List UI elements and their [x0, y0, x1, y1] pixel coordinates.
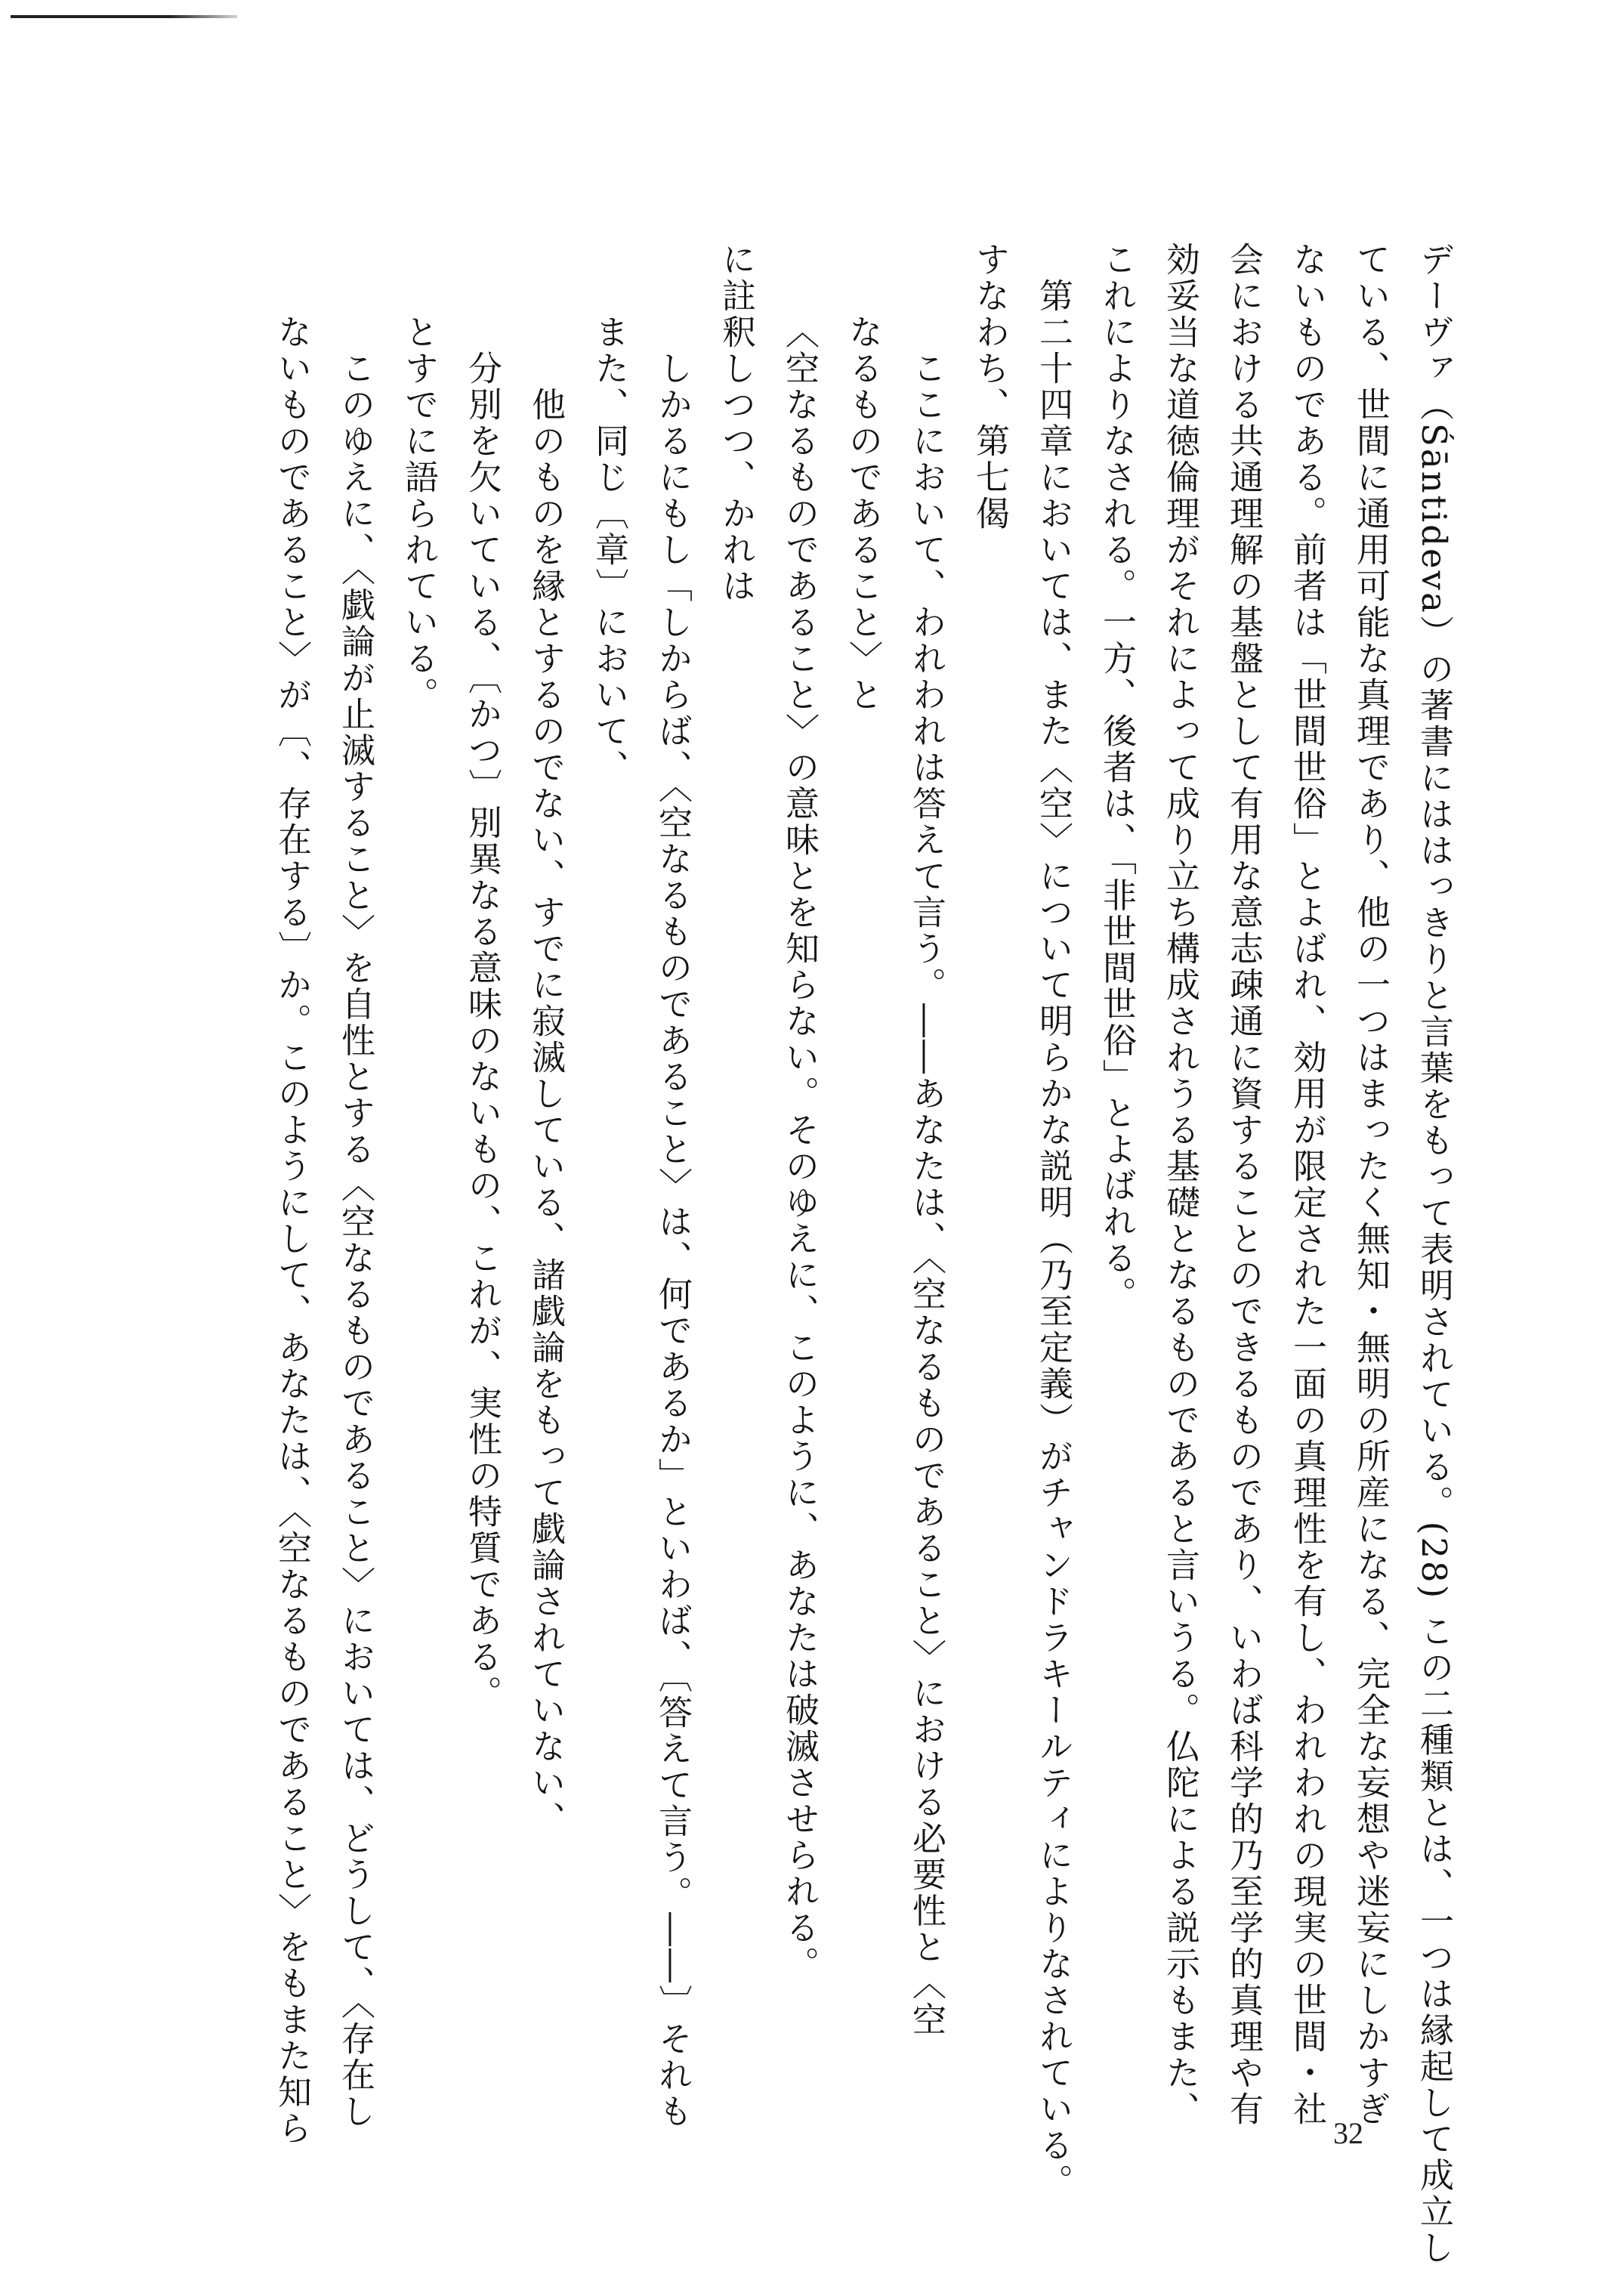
text-column-18: このゆえに、〈戯論が止滅すること〉を自性とする〈空なるものであること〉においては、どうして、〈存在し [335, 351, 375, 2130]
text-column-8: すなわち、第七偈 [970, 242, 1010, 532]
text-column-12: に註釈しつつ、かれは [716, 242, 756, 604]
text-column-3: ないものである。前者は「世間世俗」とよばれ、効用が限定された一面の真理性を有し、われわれの現実の世間・社 [1287, 242, 1327, 2128]
top-rule-line [11, 15, 237, 18]
text-column-1: デーヴァ（Śāntideva）の著書にははっきりと言葉をもって表明されている。(28) この二種類とは、一つは縁起して成立し [1414, 242, 1454, 2267]
text-column-15: 他のものを縁とするのでない、すでに寂滅している、諸戯論をもって戯論されていない、 [526, 387, 566, 1837]
text-column-19: ないものであること〉が〔、存在する〕か。このようにして、あなたは、〈空なるものであること〉をもまた知ら [272, 314, 312, 2147]
text-column-9: ここにおいて、われわれは答えて言う。――あなたは、〈空なるものであること〉における必要性と〈空 [906, 351, 946, 2038]
text-column-16: 分別を欠いている、〔かつ〕別異なる意味のないもの、これが、実性の特質である。 [462, 351, 502, 1712]
text-column-14: また、同じ〔章〕において、 [589, 314, 629, 786]
text-column-11: 〈空なるものであること〉の意味とを知らない。そのゆえに、このように、あなたは破滅させられる。 [780, 314, 820, 1982]
text-column-10: なるものであること〉と [843, 314, 883, 713]
text-column-13: しかるにもし「しからば、〈空なるものであること〉は、何であるか」といわば、〔答えて言う。――〕それも [653, 351, 693, 2130]
text-column-5: 効妥当な道徳倫理がそれによって成り立ち構成されうる基礎となるものであると言いうる。仏陀による説示もまた、 [1160, 242, 1200, 2128]
text-column-6: これによりなされる。一方、後者は、「非世間世俗」とよばれる。 [1097, 242, 1137, 1313]
page-number: 32 [1333, 2116, 1363, 2150]
text-column-7: 第二十四章においては、また〈空〉について明らかな説明（乃至定義）がチャンドラキールティによりなされている。 [1033, 278, 1073, 2200]
text-column-17: とすでに語られている。 [399, 314, 439, 713]
text-column-4: 会における共通理解の基盤として有用な意志疎通に資することのできるものであり、いわば科学的乃至学的真理や有 [1224, 242, 1264, 2128]
text-column-2: ている、世間に通用可能な真理であり、他の一つはまったく無知・無明の所産になる、完全な妄想や迷妄にしかすぎ [1351, 242, 1391, 2128]
